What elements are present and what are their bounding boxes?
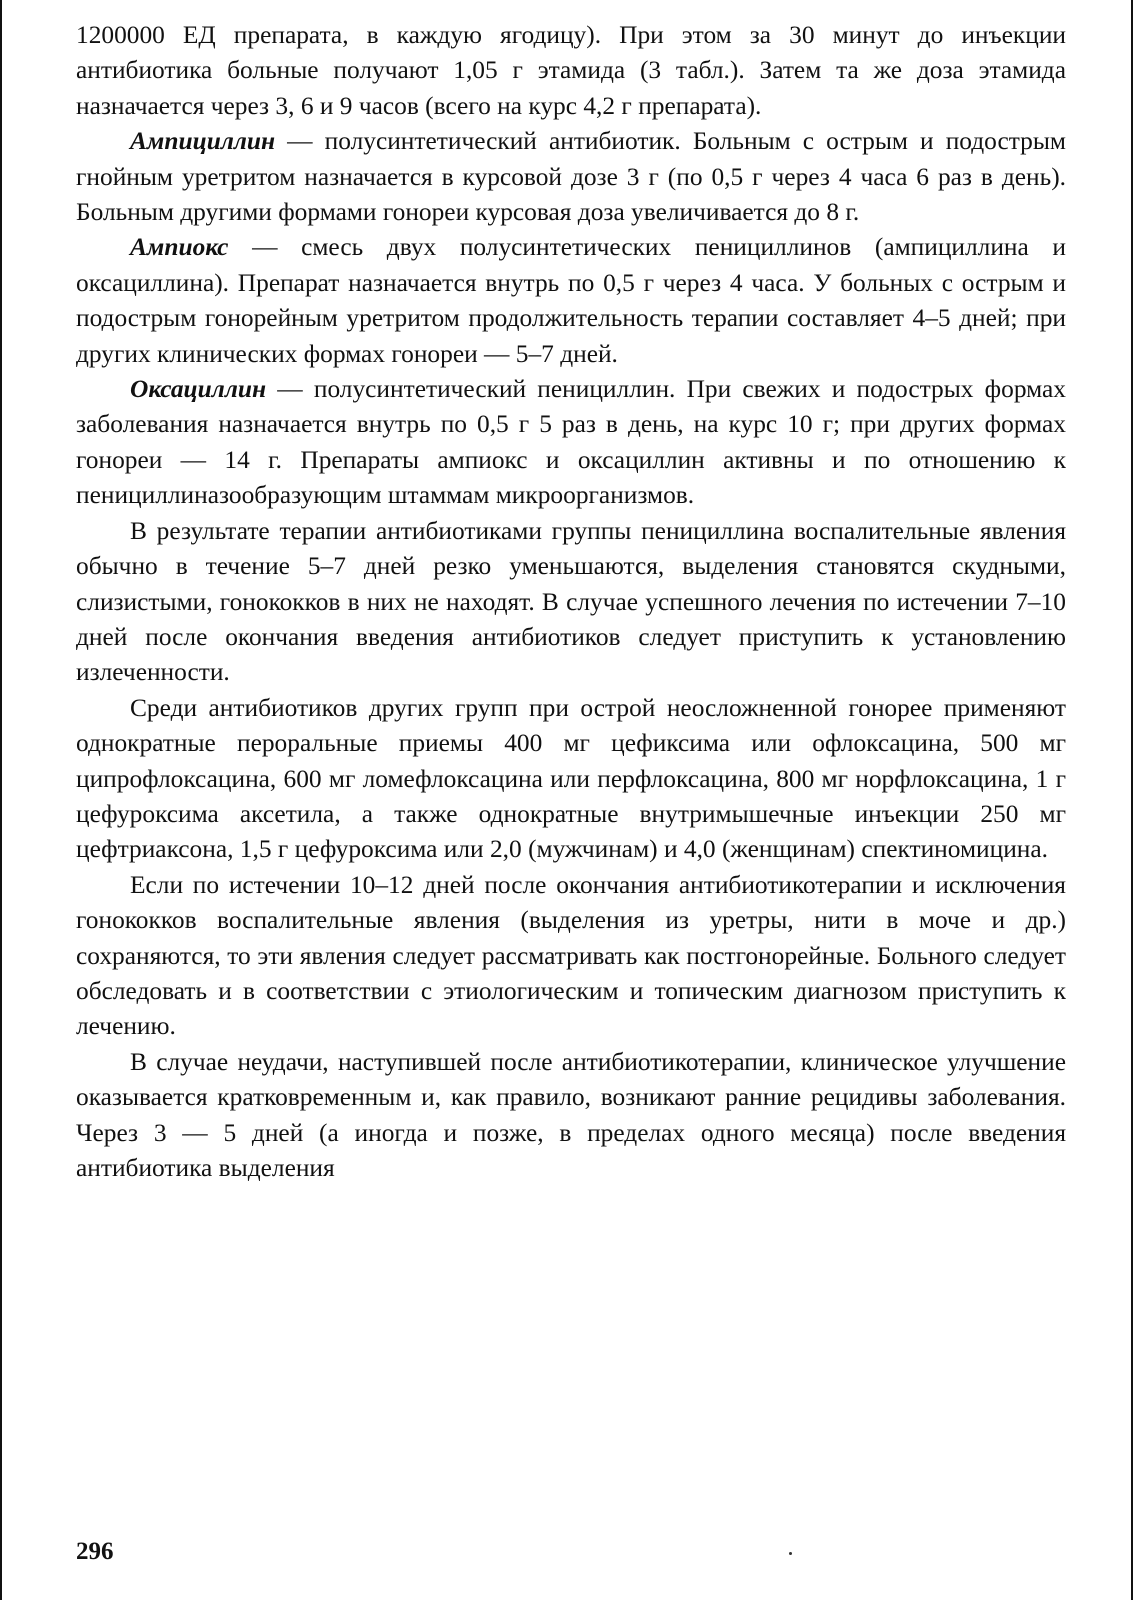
paragraph-other-antibiotics xyxy=(76,691,1066,868)
paragraph-failure xyxy=(76,1045,1066,1187)
paragraph-text: Среди антибиотиков других групп при острой неосложненной гонорее применяют однократные пероральные приемы 400 мг цефиксима или офлоксацина, 500 мг ципрофлоксацина, 600 мг ломефлоксацина или перфлоксацина, 800 мг норфлоксацина, 1 г цефуроксима аксетила, а также однократные внутримышечные инъекции 250 мг цефтриаксона, 1,5 г цефуроксима или 2,0 (мужчинам) и 4,0 (женщинам) спектиномицина. xyxy=(76,693,1066,864)
paragraph-ampicillin xyxy=(76,124,1066,230)
page-number: 296 xyxy=(76,1538,114,1565)
paragraph-text: — полусинтетический антибиотик. Больным с острым и подострым гнойным уретритом назначается в курсовой дозе 3 г (по 0,5 г через 4 часа 6 раз в день). Больным другими формами гонореи курсовая доза увеличивается до 8 г. xyxy=(76,127,1066,227)
paragraph-results xyxy=(76,514,1066,691)
paragraph-postgonorrheal xyxy=(76,868,1066,1045)
paragraph-1 xyxy=(76,18,1066,124)
paragraph-text: — полусинтетический пенициллин. При свежих и подострых формах заболевания назначается внутрь по 0,5 г 5 раз в день, на курс 10 г; при других формах гонореи — 14 г. Препараты ампиокс и оксациллин активны и по отношению к пенициллиназообразующим штаммам микроорганизмов. xyxy=(76,375,1066,510)
paragraph-text: — смесь двух полусинтетических пенициллинов (ампициллина и оксациллина). Препарат назначается внутрь по 0,5 г через 4 часа. У больных с острым и подострым гонорейным уретритом продолжительность терапии составляет 4–5 дней; при других клинических формах гонореи — 5–7 дней. xyxy=(76,233,1066,368)
paragraph-text: В случае неудачи, наступившей после антибиотикотерапии, клиническое улучшение оказывается кратковременным и, как правило, возникают ранние рецидивы заболевания. Через 3 — 5 дней (а иногда и позже, в пределах одного месяца) после введения антибиотика выделения xyxy=(76,1047,1066,1182)
paragraph-text: 1200000 ЕД препарата, в каждую ягодицу). При этом за 30 минут до инъекции антибиотика больные получают 1,05 г этамида (3 табл.). Затем та же доза этамида назначается через 3, 6 и 9 часов (всего на курс 4,2 г препарата). xyxy=(76,21,1066,120)
paragraph-ampiox xyxy=(76,230,1066,372)
paragraph-text: Если по истечении 10–12 дней после окончания антибиотикотерапии и исключения гонококков воспалительные явления (выделения из уретры, нити в моче и др.) сохраняются, то эти явления следует рассматривать как постгонорейные. Больного следует обследовать и в соответствии с этиологическим и топическим диагнозом приступить к лечению. xyxy=(76,870,1066,1041)
body-text xyxy=(76,18,1066,1186)
drug-term-ampicillin: Ампициллин xyxy=(130,127,276,156)
drug-term-oxacillin: Оксациллин xyxy=(130,375,267,404)
scan-speck xyxy=(789,1552,792,1555)
drug-term-ampiox: Ампиокс xyxy=(130,233,229,262)
paragraph-text: В результате терапии антибиотиками группы пенициллина воспалительные явления обычно в течение 5–7 дней резко уменьшаются, выделения становятся скудными, слизистыми, гонококков в них не находят. В случае успешного лечения по истечении 7–10 дней после окончания введения антибиотиков следует приступить к установлению излеченности. xyxy=(76,516,1066,687)
paragraph-oxacillin xyxy=(76,372,1066,514)
